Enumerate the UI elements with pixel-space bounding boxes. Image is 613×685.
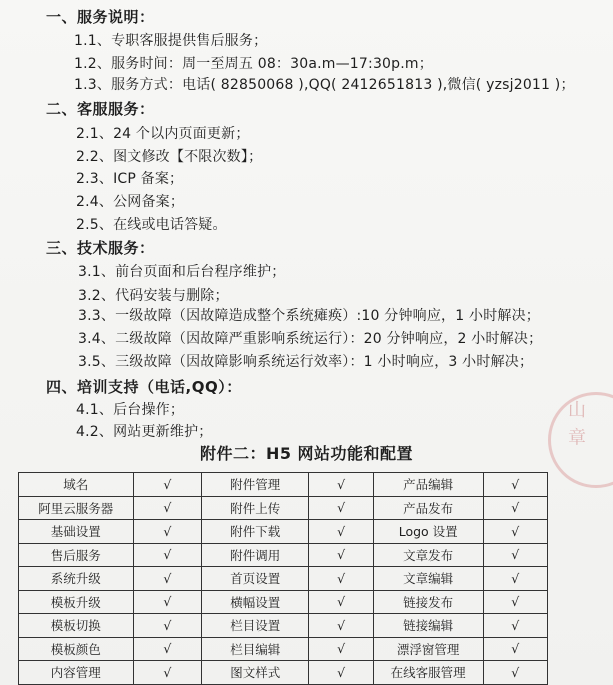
table-row (19, 543, 548, 567)
section-3-item-3: 3.3、一级故障（因故障造成整个系统瘫痪）:10 分钟响应，1 小时解决； (78, 308, 541, 324)
feature-name-cell: 首页设置 (202, 567, 309, 591)
check-mark-cell: √ (309, 567, 373, 591)
check-mark-cell: √ (309, 590, 373, 614)
check-mark-cell: √ (309, 520, 373, 544)
section-4-item-1: 4.1、后台操作； (76, 402, 185, 418)
feature-name-cell: Logo 设置 (373, 520, 483, 544)
check-mark-cell: √ (133, 614, 201, 638)
section-4-heading: 四、培训支持（电话,QQ）： (46, 378, 242, 396)
section-1-item-1: 1.1、专职客服提供售后服务； (74, 33, 268, 49)
feature-name-cell: 附件调用 (202, 543, 309, 567)
table-row (19, 567, 548, 591)
feature-name-cell: 栏目设置 (202, 614, 309, 638)
feature-name-cell: 链接发布 (373, 590, 483, 614)
table-row (19, 520, 548, 544)
feature-name-cell: 附件上传 (202, 496, 309, 520)
check-mark-cell: √ (133, 543, 201, 567)
section-2-item-1: 2.1、24 个以内页面更新； (76, 126, 250, 142)
feature-name-cell: 域名 (19, 473, 134, 497)
section-3-item-2: 3.2、代码安装与删除； (78, 288, 229, 304)
check-mark-cell: √ (483, 496, 547, 520)
check-mark-cell: √ (483, 567, 547, 591)
check-mark-cell: √ (483, 473, 547, 497)
section-3-heading: 三、技术服务： (46, 239, 155, 257)
check-mark-cell: √ (483, 661, 547, 685)
table-row (19, 661, 548, 685)
feature-name-cell: 阿里云服务器 (19, 496, 134, 520)
check-mark-cell: √ (133, 496, 201, 520)
check-mark-cell: √ (133, 661, 201, 685)
check-mark-cell: √ (309, 661, 373, 685)
check-mark-cell: √ (133, 567, 201, 591)
feature-name-cell: 附件下载 (202, 520, 309, 544)
check-mark-cell: √ (309, 473, 373, 497)
table-row (19, 614, 548, 638)
check-mark-cell: √ (133, 590, 201, 614)
section-2-item-3: 2.3、ICP 备案； (76, 171, 184, 187)
section-2-item-4: 2.4、公网备案； (76, 194, 185, 210)
check-mark-cell: √ (133, 520, 201, 544)
feature-name-cell: 横幅设置 (202, 590, 309, 614)
check-mark-cell: √ (309, 637, 373, 661)
section-1-heading: 一、服务说明： (46, 8, 155, 26)
check-mark-cell: √ (483, 590, 547, 614)
feature-name-cell: 图文样式 (202, 661, 309, 685)
section-1-item-3: 1.3、服务方式：电话( 82850068 ),QQ( 2412651813 ),微信( yzsj2011 )； (74, 77, 575, 93)
check-mark-cell: √ (483, 614, 547, 638)
feature-name-cell: 文章编辑 (373, 567, 483, 591)
section-2-item-2: 2.2、图文修改【不限次数】； (76, 149, 263, 165)
check-mark-cell: √ (133, 473, 201, 497)
seal-stamp-text: 山 章 (565, 400, 586, 448)
table-row (19, 496, 548, 520)
section-3-item-5: 3.5、三级故障（因故障影响系统运行效率）：1 小时响应，3 小时解决； (78, 354, 534, 370)
check-mark-cell: √ (309, 614, 373, 638)
check-mark-cell: √ (309, 496, 373, 520)
check-mark-cell: √ (483, 543, 547, 567)
section-4-item-2: 4.2、网站更新维护； (76, 424, 213, 440)
feature-name-cell: 系统升级 (19, 567, 134, 591)
section-1-item-2: 1.2、服务时间：周一至周五 08：30a.m—17:30p.m； (74, 56, 433, 72)
feature-name-cell: 漂浮窗管理 (373, 637, 483, 661)
section-3-item-1: 3.1、前台页面和后台程序维护； (78, 264, 286, 280)
table-row (19, 473, 548, 497)
table-row (19, 590, 548, 614)
feature-name-cell: 模板切换 (19, 614, 134, 638)
section-3-item-4: 3.4、二级故障（因故障严重影响系统运行）：20 分钟响应，2 小时解决； (78, 331, 543, 347)
check-mark-cell: √ (483, 520, 547, 544)
table-row (19, 637, 548, 661)
check-mark-cell: √ (133, 637, 201, 661)
check-mark-cell: √ (483, 637, 547, 661)
config-table (18, 472, 548, 685)
feature-name-cell: 产品发布 (373, 496, 483, 520)
feature-name-cell: 文章发布 (373, 543, 483, 567)
feature-name-cell: 内容管理 (19, 661, 134, 685)
appendix-title: 附件二：H5 网站功能和配置 (199, 444, 414, 463)
feature-name-cell: 售后服务 (19, 543, 134, 567)
feature-name-cell: 链接编辑 (373, 614, 483, 638)
feature-name-cell: 模板升级 (19, 590, 134, 614)
feature-name-cell: 附件管理 (202, 473, 309, 497)
feature-name-cell: 基础设置 (19, 520, 134, 544)
feature-name-cell: 栏目编辑 (202, 637, 309, 661)
section-2-heading: 二、客服服务： (46, 100, 155, 118)
feature-name-cell: 模板颜色 (19, 637, 134, 661)
feature-name-cell: 在线客服管理 (373, 661, 483, 685)
check-mark-cell: √ (309, 543, 373, 567)
feature-name-cell: 产品编辑 (373, 473, 483, 497)
section-2-item-5: 2.5、在线或电话答疑。 (76, 217, 227, 233)
